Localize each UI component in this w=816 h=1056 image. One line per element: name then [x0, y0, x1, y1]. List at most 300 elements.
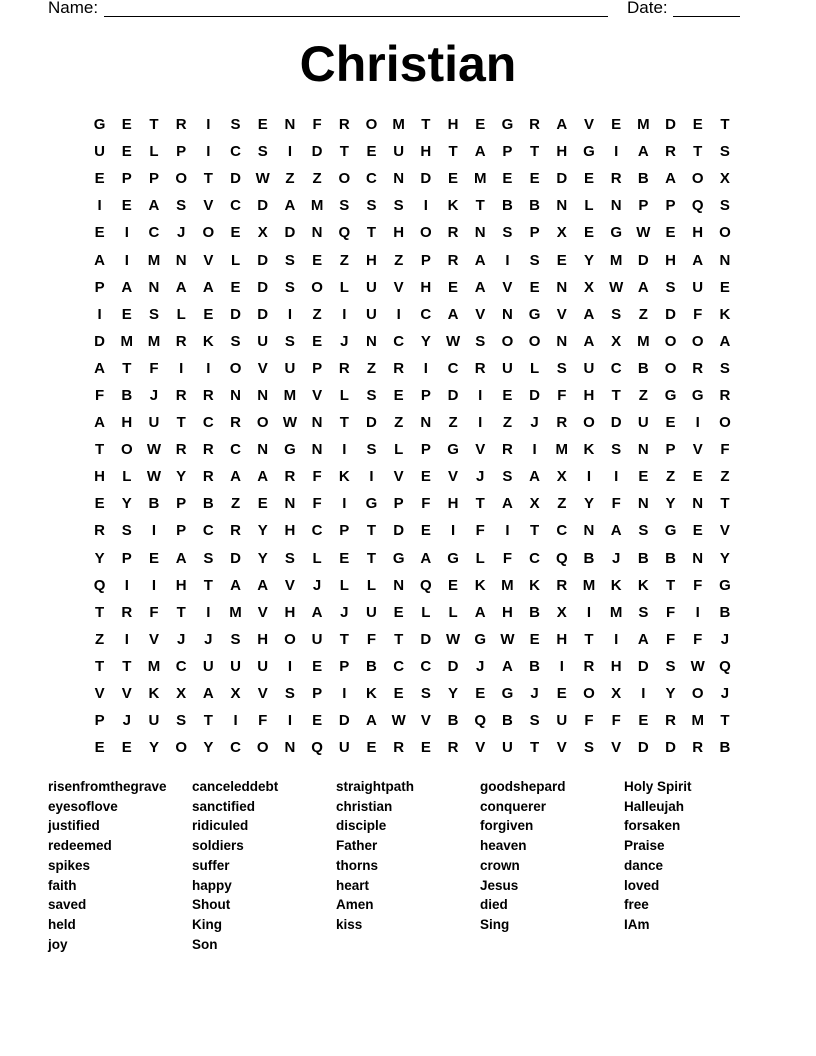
grid-cell: T — [122, 359, 132, 377]
word-list-item: joy — [48, 936, 68, 952]
grid-cell: B — [447, 712, 459, 730]
name-field[interactable] — [104, 16, 608, 17]
grid-cell: Y — [719, 549, 730, 567]
grid-cell: Q — [691, 197, 704, 215]
grid-cell: I — [287, 712, 292, 730]
grid-cell: A — [175, 278, 187, 296]
grid-row — [86, 301, 739, 328]
grid-cell: L — [448, 603, 458, 621]
grid-cell: P — [94, 712, 105, 730]
grid-cell: A — [692, 251, 704, 269]
grid-cell: W — [391, 712, 406, 730]
grid-cell: A — [637, 630, 649, 648]
grid-cell: F — [693, 576, 703, 594]
grid-cell: R — [692, 739, 704, 757]
grid-cell: I — [369, 468, 374, 486]
grid-cell: H — [665, 251, 676, 269]
grid-cell: S — [611, 305, 622, 323]
grid-cell: R — [175, 386, 187, 404]
grid-cell: F — [149, 359, 159, 377]
word-list-item: christian — [336, 798, 393, 814]
grid-cell: E — [148, 549, 159, 567]
grid-cell: T — [611, 386, 621, 404]
grid-cell: A — [257, 576, 269, 594]
grid-cell: F — [502, 549, 512, 567]
grid-cell: O — [256, 414, 269, 432]
grid-cell: N — [637, 495, 649, 513]
grid-cell: J — [176, 224, 186, 242]
grid-cell: P — [665, 441, 676, 459]
grid-cell: C — [420, 657, 432, 675]
grid-cell: X — [556, 468, 567, 486]
grid-cell: R — [121, 603, 133, 621]
grid-cell: O — [691, 332, 704, 350]
grid-cell: O — [528, 332, 541, 350]
grid-cell: T — [475, 495, 485, 513]
grid-cell: A — [529, 468, 541, 486]
grid-cell: T — [448, 143, 458, 161]
grid-cell: I — [206, 359, 211, 377]
grid-cell: P — [121, 170, 132, 188]
grid-cell: N — [501, 305, 513, 323]
grid-cell: R — [393, 739, 405, 757]
grid-cell: U — [338, 739, 350, 757]
grid-cell: R — [610, 170, 622, 188]
grid-cell: V — [121, 685, 132, 703]
grid-cell: V — [611, 739, 622, 757]
grid-cell: O — [365, 116, 378, 134]
grid-cell: S — [230, 332, 241, 350]
grid-row — [86, 626, 739, 653]
grid-cell: B — [121, 386, 133, 404]
grid-cell: Z — [665, 468, 676, 486]
grid-cell: U — [556, 712, 568, 730]
grid-row — [86, 274, 739, 301]
grid-cell: L — [584, 197, 594, 215]
grid-cell: I — [124, 576, 129, 594]
grid-cell: O — [719, 224, 731, 242]
grid-cell: R — [447, 739, 459, 757]
grid-cell: I — [342, 495, 347, 513]
grid-cell: P — [121, 549, 132, 567]
grid-cell: Q — [474, 712, 487, 730]
grid-cell: R — [719, 386, 731, 404]
grid-cell: I — [478, 386, 483, 404]
word-list-item: happy — [192, 877, 232, 893]
grid-cell: V — [692, 441, 703, 459]
grid-cell: T — [475, 197, 485, 215]
grid-cell: B — [719, 739, 731, 757]
word-list-item: soldiers — [192, 838, 244, 854]
word-list — [48, 778, 768, 958]
grid-cell: D — [665, 305, 676, 323]
grid-cell: V — [203, 197, 214, 215]
grid-cell: U — [366, 305, 377, 323]
grid-cell: D — [447, 386, 459, 404]
grid-cell: H — [284, 603, 296, 621]
word-list-item: saved — [48, 897, 87, 913]
grid-cell: V — [475, 441, 486, 459]
grid-cell: P — [502, 143, 513, 161]
grid-cell: H — [284, 522, 296, 540]
grid-cell: Y — [203, 739, 214, 757]
grid-cell: P — [312, 359, 323, 377]
grid-row — [86, 680, 739, 707]
word-list-item: ridiculed — [192, 818, 249, 834]
grid-cell: O — [583, 685, 595, 703]
grid-cell: K — [447, 197, 459, 215]
grid-cell: C — [175, 657, 187, 675]
grid-cell: X — [230, 685, 241, 703]
grid-cell: S — [719, 143, 730, 161]
grid-cell: O — [311, 278, 323, 296]
grid-cell: M — [609, 603, 623, 621]
grid-cell: J — [530, 414, 539, 432]
grid-cell: L — [339, 278, 349, 296]
grid-cell: D — [230, 305, 241, 323]
grid-cell: J — [340, 332, 349, 350]
grid-cell: S — [121, 522, 132, 540]
grid-cell: T — [149, 116, 159, 134]
grid-cell: S — [339, 197, 350, 215]
grid-row — [86, 328, 739, 355]
grid-cell: E — [312, 332, 323, 350]
grid-cell: I — [179, 359, 184, 377]
grid-row — [86, 219, 739, 246]
grid-cell: E — [611, 116, 622, 134]
grid-cell: A — [94, 414, 106, 432]
grid-cell: D — [665, 116, 676, 134]
grid-cell: S — [176, 712, 187, 730]
grid-cell: W — [636, 224, 651, 242]
grid-cell: R — [474, 359, 486, 377]
grid-cell: F — [149, 603, 159, 621]
grid-cell: A — [501, 657, 513, 675]
grid-cell: F — [95, 386, 105, 404]
grid-cell: J — [476, 468, 485, 486]
grid-cell: S — [230, 630, 241, 648]
grid-cell: Y — [176, 468, 187, 486]
grid-cell: A — [501, 495, 513, 513]
grid-cell: Z — [720, 468, 730, 486]
word-list-item: Sing — [480, 916, 510, 932]
grid-cell: R — [175, 332, 187, 350]
grid-cell: T — [394, 630, 404, 648]
grid-cell: V — [257, 359, 268, 377]
grid-cell: E — [312, 251, 323, 269]
word-list-item: justified — [48, 818, 100, 834]
grid-cell: F — [312, 495, 322, 513]
grid-cell: S — [366, 197, 377, 215]
grid-cell: R — [202, 386, 214, 404]
grid-cell: G — [691, 386, 704, 404]
grid-cell: R — [583, 657, 595, 675]
grid-cell: U — [284, 359, 296, 377]
grid-cell: S — [719, 359, 730, 377]
grid-cell: U — [148, 712, 160, 730]
grid-cell: F — [611, 495, 621, 513]
grid-cell: L — [394, 441, 404, 459]
grid-cell: T — [339, 630, 349, 648]
grid-cell: F — [584, 712, 594, 730]
grid-cell: R — [175, 441, 187, 459]
grid-cell: D — [366, 414, 377, 432]
grid-cell: Q — [93, 576, 106, 594]
grid-cell: M — [473, 170, 487, 188]
word-list-item: Jesus — [480, 877, 519, 893]
grid-cell: I — [233, 712, 238, 730]
grid-cell: A — [474, 278, 486, 296]
grid-row — [86, 517, 739, 544]
grid-cell: F — [258, 712, 268, 730]
grid-cell: N — [366, 332, 377, 350]
grid-cell: I — [206, 143, 211, 161]
grid-cell: T — [95, 441, 105, 459]
word-list-item: goodshepard — [480, 779, 566, 794]
grid-cell: J — [611, 549, 621, 567]
letter-grid — [86, 111, 739, 761]
grid-cell: V — [583, 116, 594, 134]
grid-cell: O — [691, 170, 704, 188]
date-field[interactable] — [673, 16, 740, 17]
grid-cell: G — [447, 441, 459, 459]
grid-cell: T — [530, 522, 540, 540]
grid-cell: S — [284, 549, 295, 567]
grid-cell: E — [448, 576, 459, 594]
grid-cell: A — [121, 278, 133, 296]
grid-cell: I — [206, 603, 211, 621]
grid-cell: I — [478, 414, 483, 432]
grid-cell: C — [230, 143, 241, 161]
grid-cell: C — [447, 359, 459, 377]
grid-cell: C — [202, 414, 214, 432]
grid-cell: F — [693, 305, 703, 323]
grid-cell: V — [556, 739, 567, 757]
grid-cell: R — [556, 576, 568, 594]
grid-cell: X — [529, 495, 540, 513]
grid-cell: U — [692, 278, 704, 296]
grid-cell: J — [340, 603, 349, 621]
grid-cell: N — [610, 197, 622, 215]
grid-cell: M — [283, 386, 297, 404]
grid-cell: V — [312, 386, 323, 404]
grid-cell: F — [557, 386, 567, 404]
grid-cell: L — [149, 143, 159, 161]
grid-cell: N — [257, 386, 269, 404]
grid-cell: F — [312, 116, 322, 134]
grid-cell: N — [393, 170, 405, 188]
grid-cell: N — [284, 739, 296, 757]
grid-cell: I — [396, 305, 401, 323]
grid-cell: E — [529, 630, 540, 648]
grid-cell: Q — [555, 549, 568, 567]
word-list-item: eyesoflove — [48, 798, 118, 814]
grid-cell: A — [474, 143, 486, 161]
grid-row — [86, 355, 739, 382]
grid-cell: W — [609, 278, 624, 296]
grid-cell: U — [501, 739, 513, 757]
grid-cell: T — [203, 576, 213, 594]
grid-cell: A — [637, 278, 649, 296]
grid-cell: O — [175, 739, 187, 757]
grid-cell: N — [257, 441, 269, 459]
grid-cell: H — [420, 143, 432, 161]
grid-cell: C — [393, 657, 405, 675]
grid-cell: I — [505, 251, 510, 269]
grid-cell: C — [230, 739, 241, 757]
grid-cell: I — [532, 441, 537, 459]
grid-cell: J — [530, 685, 539, 703]
grid-cell: E — [393, 386, 404, 404]
grid-cell: D — [257, 305, 269, 323]
word-list-item: held — [48, 916, 76, 932]
grid-cell: A — [637, 143, 649, 161]
grid-cell: C — [529, 549, 541, 567]
grid-cell: T — [693, 143, 703, 161]
grid-cell: E — [94, 495, 105, 513]
grid-cell: S — [366, 441, 377, 459]
grid-cell: N — [284, 495, 296, 513]
grid-cell: U — [94, 143, 106, 161]
grid-cell: I — [342, 685, 347, 703]
grid-cell: H — [447, 116, 459, 134]
grid-cell: X — [257, 224, 268, 242]
word-list-item: died — [480, 897, 508, 913]
grid-row — [86, 192, 739, 219]
grid-cell: O — [664, 332, 677, 350]
grid-cell: V — [94, 685, 105, 703]
grid-cell: S — [148, 305, 159, 323]
grid-cell: A — [175, 549, 187, 567]
grid-cell: V — [148, 630, 159, 648]
grid-cell: J — [312, 576, 322, 594]
grid-cell: X — [556, 603, 567, 621]
grid-cell: M — [310, 197, 324, 215]
grid-cell: E — [475, 685, 486, 703]
grid-cell: S — [284, 332, 295, 350]
word-list-item: Amen — [336, 897, 374, 913]
date-label: Date: — [627, 0, 668, 17]
grid-cell: S — [665, 657, 676, 675]
grid-cell: E — [312, 657, 323, 675]
grid-cell: E — [529, 278, 540, 296]
grid-cell: A — [257, 468, 269, 486]
grid-cell: T — [530, 739, 540, 757]
grid-cell: U — [366, 278, 377, 296]
grid-cell: B — [501, 712, 513, 730]
grid-cell: R — [529, 116, 541, 134]
grid-cell: F — [366, 630, 377, 648]
grid-cell: G — [610, 224, 622, 242]
grid-cell: M — [120, 332, 134, 350]
grid-cell: Z — [312, 305, 322, 323]
grid-cell: Z — [312, 170, 322, 188]
grid-cell: P — [312, 685, 323, 703]
grid-cell: K — [474, 576, 486, 594]
grid-cell: Z — [339, 251, 349, 269]
grid-cell: S — [475, 332, 486, 350]
grid-cell: G — [719, 576, 731, 594]
grid-cell: M — [637, 116, 650, 134]
grid-row — [86, 490, 739, 517]
grid-cell: U — [393, 143, 405, 161]
grid-cell: D — [338, 712, 350, 730]
grid-cell: X — [583, 278, 594, 296]
grid-cell: I — [97, 197, 102, 215]
grid-cell: I — [614, 468, 619, 486]
grid-cell: P — [393, 495, 404, 513]
grid-cell: H — [94, 468, 106, 486]
grid-cell: A — [230, 576, 241, 594]
grid-cell: K — [583, 441, 595, 459]
grid-cell: C — [230, 441, 241, 459]
grid-cell: D — [94, 332, 106, 350]
grid-cell: N — [692, 549, 704, 567]
grid-cell: Y — [583, 251, 594, 269]
grid-cell: O — [719, 414, 731, 432]
grid-row — [86, 653, 739, 680]
grid-cell: E — [556, 685, 567, 703]
word-list-item: Halleujah — [624, 798, 685, 814]
grid-cell: U — [257, 332, 269, 350]
grid-cell: K — [529, 576, 541, 594]
grid-cell: S — [366, 386, 377, 404]
grid-cell: T — [122, 657, 132, 675]
grid-cell: P — [420, 251, 431, 269]
grid-cell: A — [230, 468, 241, 486]
grid-cell: R — [202, 468, 214, 486]
word-list-item: redeemed — [48, 838, 112, 854]
grid-cell: D — [284, 224, 296, 242]
grid-row — [86, 599, 739, 626]
word-list-item: Son — [192, 936, 218, 952]
grid-cell: I — [151, 576, 157, 594]
grid-cell: P — [94, 278, 105, 296]
word-list-item: canceleddebt — [192, 779, 279, 794]
grid-cell: T — [530, 143, 540, 161]
grid-cell: I — [586, 468, 592, 486]
grid-cell: B — [529, 657, 541, 675]
grid-cell: U — [501, 359, 513, 377]
grid-cell: S — [638, 603, 649, 621]
word-list-item: heaven — [480, 838, 527, 854]
grid-cell: D — [665, 739, 676, 757]
grid-cell: E — [366, 143, 377, 161]
grid-cell: I — [124, 224, 129, 242]
grid-cell: A — [474, 603, 486, 621]
grid-cell: W — [146, 468, 162, 486]
grid-cell: I — [287, 305, 292, 323]
grid-cell: B — [665, 549, 676, 567]
grid-cell: K — [719, 305, 731, 323]
grid-cell: S — [638, 522, 649, 540]
grid-cell: D — [610, 414, 622, 432]
grid-cell: M — [582, 576, 596, 594]
grid-cell: X — [719, 170, 730, 188]
grid-cell: H — [501, 603, 513, 621]
grid-cell: F — [720, 441, 730, 459]
word-list-item: kiss — [336, 916, 363, 932]
grid-cell: Z — [394, 414, 404, 432]
grid-cell: Z — [394, 251, 404, 269]
grid-cell: E — [692, 116, 703, 134]
grid-cell: R — [447, 251, 459, 269]
grid-cell: J — [720, 630, 730, 648]
grid-cell: Y — [420, 332, 431, 350]
grid-cell: D — [447, 657, 459, 675]
grid-cell: L — [530, 359, 540, 377]
grid-cell: H — [121, 414, 133, 432]
